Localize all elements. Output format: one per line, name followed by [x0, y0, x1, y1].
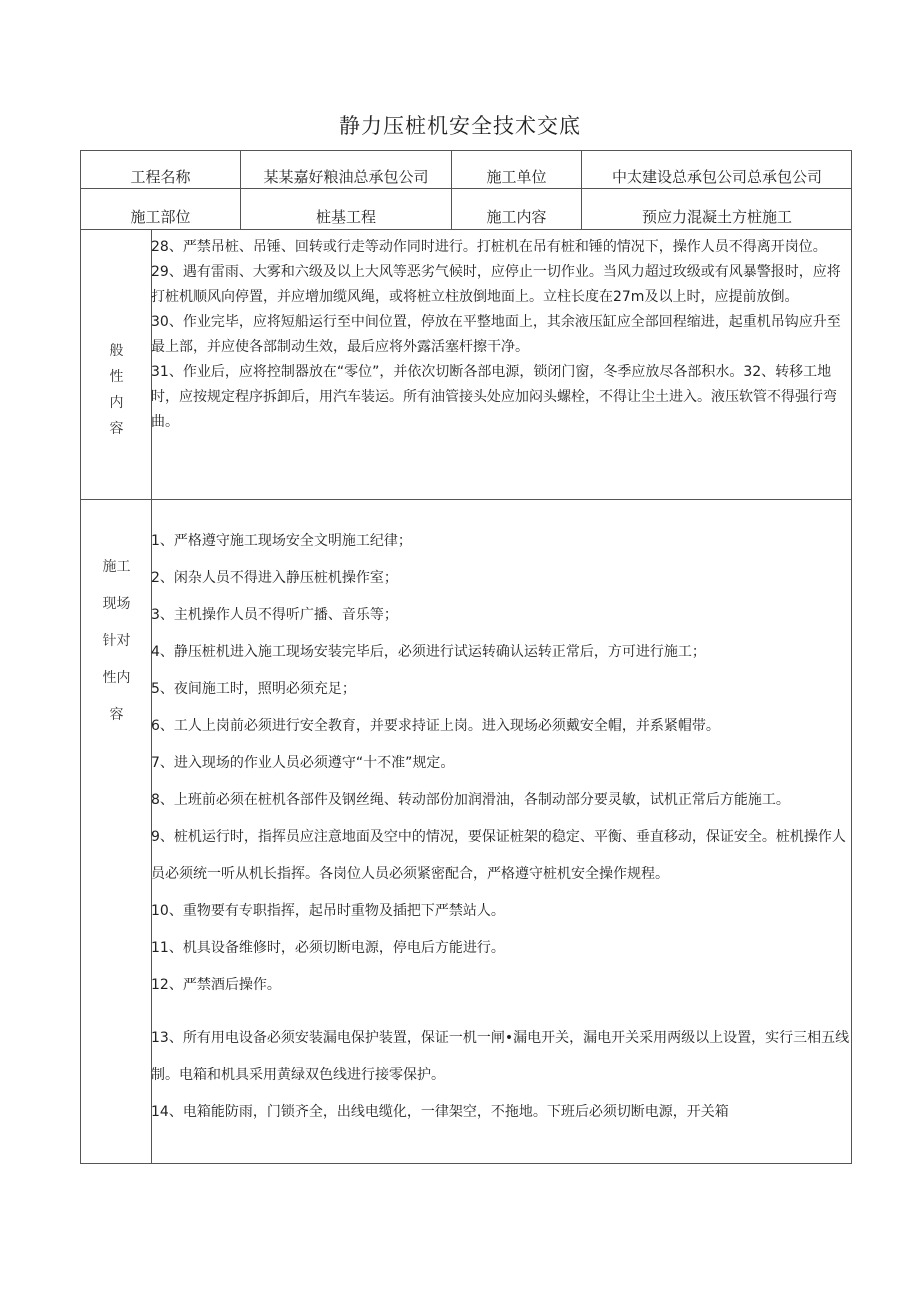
unit-label: 施工单位 [486, 168, 547, 186]
project-name-value: 某某嘉好粮油总承包公司 [263, 168, 429, 186]
general-item: 31、作业后，应将控制器放在“零位”，并依次切断各部电源，锁闭门窗，冬季应放尽各部积水。32、转移工地时，应按规定程序拆卸后，用汽车装运。所有油管接头处应加闷头螺栓，不得让尘土进入。液压软管不得强行弯曲。 [151, 364, 837, 430]
row-divider [81, 499, 851, 500]
side-char: 容 [109, 421, 124, 437]
part-label: 施工部位 [130, 207, 191, 226]
site-item: 14、电箱能防雨，门锁齐全，出线电缆化，一律架空，不拖地。下班后必须切断电源，开关箱 [151, 1104, 729, 1120]
content-label: 施工内容 [486, 207, 547, 226]
site-item: 13、所有用电设备必须安装漏电保护装置，保证一机一闸•漏电开关，漏电开关采用两级以上设置，实行三相五线制。电箱和机具采用黄绿双色线进行接零保护。 [151, 1030, 850, 1083]
site-content-side-label [81, 549, 152, 734]
side-char: 性 [109, 369, 124, 385]
site-item: 1、严格遵守施工现场安全文明施工纪律； [151, 533, 412, 549]
general-item: 30、作业完毕，应将短船运行至中间位置，停放在平整地面上，其余液压缸应全部回程缩进，起重机吊钩应升至最上部，并应使各部制动生效，最后应将外露活塞杆擦干净。 [151, 314, 841, 355]
side-char: 施工 [102, 559, 131, 575]
site-item: 12、严禁酒后操作。 [151, 977, 281, 993]
disclosure-table [80, 150, 852, 1164]
side-char: 内 [109, 395, 124, 411]
row-divider [81, 229, 851, 230]
general-item: 28、严禁吊桩、吊锤、回转或行走等动作同时进行。打桩机在吊有桩和锤的情况下，操作人员不得离开岗位。 [151, 239, 827, 255]
site-item: 10、重物要有专职指挥，起吊时重物及插把下严禁站人。 [151, 903, 505, 919]
site-item: 3、主机操作人员不得听广播、音乐等； [151, 607, 398, 623]
side-char: 容 [109, 707, 124, 723]
site-item: 8、上班前必须在桩机各部件及钢丝绳、转动部份加润滑油，各制动部分要灵敏，试机正常后方能施工。 [151, 792, 790, 808]
page-title: 静力压桩机安全技术交底 [339, 114, 581, 138]
general-item: 29、遇有雷雨、大雾和六级及以上大风等恶劣气候时，应停止一切作业。当风力超过玫级或有风暴警报时，应将打桩机顺风向停置，并应增加缆风绳，或将桩立柱放倒地面上。立柱长度在27m及以上时，应提前放倒。 [151, 264, 841, 305]
site-item: 11、机具设备维修时，必须切断电源，停电后方能进行。 [151, 940, 505, 956]
side-char: 性内 [102, 670, 131, 686]
content-value: 预应力混凝土方桩施工 [641, 207, 792, 226]
part-value: 桩基工程 [315, 207, 376, 226]
project-name-label: 工程名称 [130, 168, 191, 186]
general-content-side-label [81, 338, 152, 442]
general-content-body [151, 235, 851, 435]
site-item: 5、夜间施工时，照明必须充足； [151, 681, 356, 697]
site-content-body [151, 523, 851, 1131]
side-char: 针对 [102, 633, 131, 649]
site-item: 4、静压桩机进入施工现场安装完毕后，必须进行试运转确认运转正常后，方可进行施工； [151, 644, 706, 660]
side-char: 般 [109, 343, 124, 359]
unit-value: 中太建设总承包公司总承包公司 [611, 168, 822, 186]
site-item: 9、桩机运行时，指挥员应注意地面及空中的情况，要保证桩架的稳定、平衡、垂直移动，保证安全。桩机操作人员必须统一听从机长指挥。各岗位人员必须紧密配合，严格遵守桩机安全操作规程。 [151, 829, 846, 882]
site-item: 6、工人上岗前必须进行安全教育，并要求持证上岗。进入现场必须戴安全帽，并系紧帽带。 [151, 718, 720, 734]
site-item: 7、进入现场的作业人员必须遵守“十不准”规定。 [151, 755, 455, 771]
site-item: 2、闲杂人员不得进入静压桩机操作室； [151, 570, 398, 586]
side-char: 现场 [102, 596, 131, 612]
